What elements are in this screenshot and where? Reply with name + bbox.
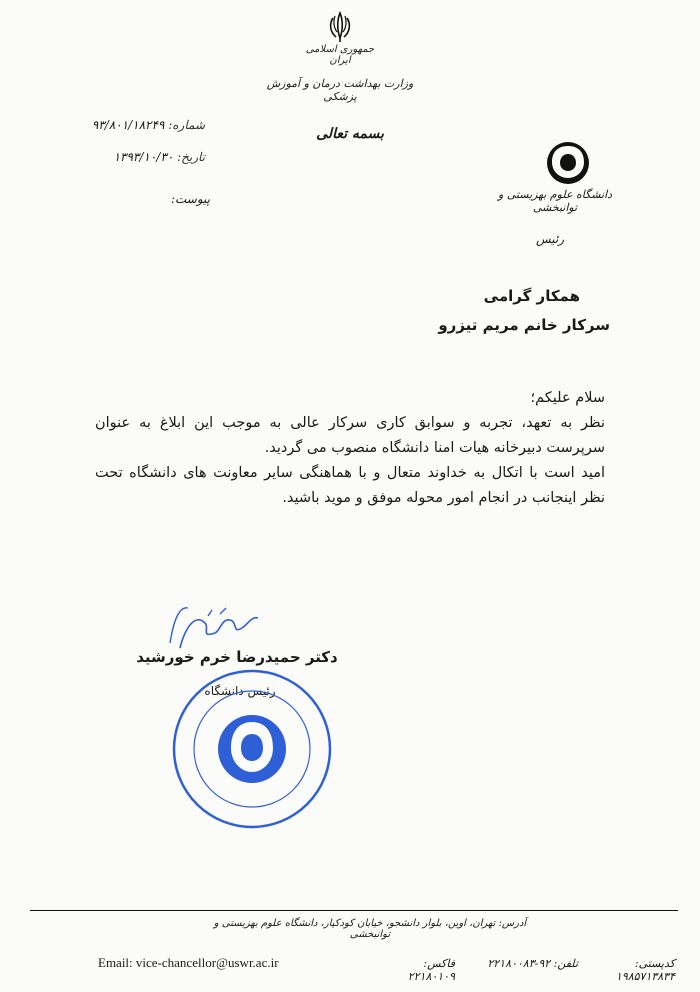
footer-email: Email: vice-chancellor@uswr.ac.ir (98, 955, 279, 970)
recipient-name: سرکار خانم مریم تیزرو (438, 316, 610, 334)
letter-date (85, 150, 205, 164)
official-stamp (165, 662, 340, 837)
footer-divider (30, 910, 678, 911)
number-value: ۹۳/۸۰۱/۱۸۲۴۹ (91, 118, 165, 132)
paragraph-1: نظر به تعهد، تجربه و سوابق کاری سرکار عالی به موجب این ابلاغ به عنوان سرپرست دبیرخانه هیات امنا دانشگاه منصوب می گردید. (95, 415, 605, 456)
country-title: جمهوری اسلامی ایران (305, 44, 375, 66)
footer-fax: فاکس: ۲۲۱۸۰۱۰۹ (407, 957, 455, 983)
date-label: تاریخ: (177, 150, 205, 164)
paragraph-2: امید است با اتکال به خداوند متعال و با هماهنگی سایر معاونت های دانشگاه تحت نظر اینجانب در انجام امور محوله موفق و موید باشید. (95, 465, 605, 506)
signer-name: دکتر حمیدرضا خرم خورشید (136, 648, 338, 666)
salutation: همکار گرامی (483, 287, 580, 305)
letter-body (95, 386, 605, 511)
bismillah: بسمه تعالی (316, 126, 384, 142)
footer-address: آدرس: تهران، اوین، بلوار دانشجو، خیابان کودکیار، دانشگاه علوم بهزیستی و توانبخشی (213, 918, 527, 940)
greeting: سلام علیکم؛ (530, 390, 605, 406)
university-logo-icon (538, 140, 598, 186)
attachment-label: پیوست: (170, 192, 210, 206)
signer-title: رئیس دانشگاه (204, 684, 276, 698)
footer-tel: تلفن: ۹۲-۲۲۱۸۰۰۸۳ (487, 957, 578, 970)
footer-postal-code: کدپستی: ۱۹۸۵۷۱۳۸۳۴ (615, 957, 675, 983)
chair-label: رئیس (535, 232, 565, 246)
ministry-title: وزارت بهداشت درمان و آموزش پزشکی (266, 77, 414, 103)
university-name: دانشگاه علوم بهزیستی و توانبخشی (497, 188, 613, 214)
iran-emblem-icon (325, 10, 355, 44)
date-value: ۱۳۹۳/۱۰/۳۰ (113, 150, 174, 164)
letter-number (85, 118, 205, 132)
number-label: شماره: (168, 118, 205, 132)
